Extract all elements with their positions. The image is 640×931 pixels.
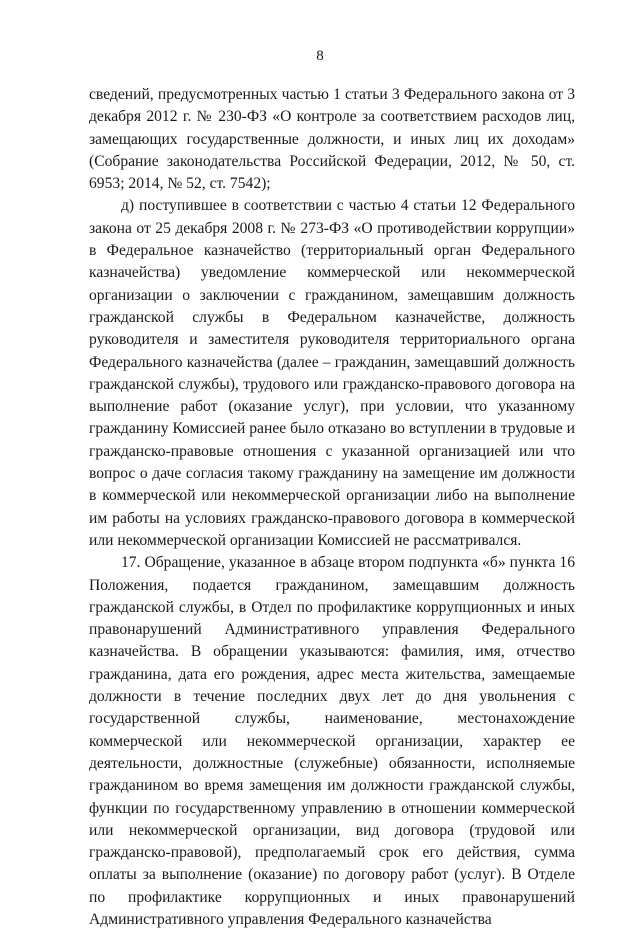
paragraph-item-d: д) поступившее в соответствии с частью 4 статьи 12 Федерального закона от 25 декабря 2008 г. № 273-ФЗ «О противодействии коррупции» в Федеральное казначейство (территориальный орган Федерального казначейства) уведомление коммерческой или некоммерческой организации о заключении с гражданином, замещавшим должность гражданской службы в Федеральном казначействе, должность руководителя и заместителя руководителя территориального органа Федерального казначейства (далее – гражданин, замещавший должность гражданской службы), трудового или гражданско-правового договора на выполнение работ (оказание услуг), при условии, что указанному гражданину Комиссией ранее было отказано во вступлении в трудовые и гражданско-правовые отношения с указанной организацией или что вопрос о даче согласия такому гражданину на замещение им должности в коммерческой или некоммерческой организации либо на выполнение им работы на условиях гражданско-правового договора в коммерческой или некоммерческой организации Комиссией не рассматривался. xyxy=(89,197,575,549)
paragraph-item-17: 17. Обращение, указанное в абзаце втором подпункта «б» пункта 16 Положения, подается гражданином, замещавшим должность гражданской службы, в Отдел по профилактике коррупционных и иных правонарушений Административного управления Федерального казначейства. В обращении указываются: фамилия, имя, отчество гражданина, дата его рождения, адрес места жительства, замещаемые должности в течение последних двух лет до дня увольнения с государственной службы, наименование, местонахождение коммерческой или некоммерческой организации, характер ее деятельности, должностные (служебные) обязанности, исполняемые гражданином во время замещения им должности гражданской службы, функции по государственному управлению в отношении коммерческой или некоммерческой организации, вид договора (трудовой или гражданско-правовой), предполагаемый срок его действия, сумма оплаты за выполнение (оказание) по договору работ (услуг). В Отделе по профилактике коррупционных и иных правонарушений Административного управления Федерального казначейства xyxy=(89,554,575,928)
document-body xyxy=(89,84,575,931)
paragraph-continuation: сведений, предусмотренных частью 1 статьи 3 Федерального закона от 3 декабря 2012 г. № 230-ФЗ «О контроле за соответствием расходов лиц, замещающих государственные должности, и иных лиц их доходам» (Собрание законодательства Российской Федерации, 2012, № 50, ст. 6953; 2014, № 52, ст. 7542); xyxy=(89,86,575,193)
page-number: 8 xyxy=(316,48,324,64)
